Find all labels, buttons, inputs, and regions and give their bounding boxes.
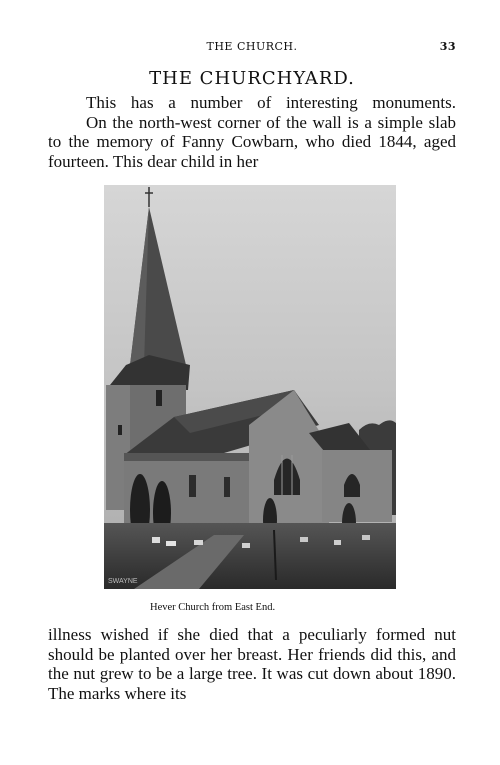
running-title: THE CHURCH. [206,40,298,53]
page-number: 33 [439,40,456,53]
church-photo-drawing [104,185,396,589]
running-head [48,40,456,58]
photographer-mark: SWAYNE [108,578,138,585]
paragraph-top [48,93,456,171]
paragraph-line-2: On the north-west corner of the wall is a simple slab to the memory of Fanny Cowbarn, who died 1844, aged fourteen. This dear child in her [48,112,456,171]
paragraph-bottom [48,625,456,703]
church-photograph [104,185,396,589]
paragraph-line-1: This has a number of interesting monuments. [86,93,456,112]
paragraph-bottom-text: illness wished if she died that a peculiarly formed nut should be planted over her breast. Her friends did this, and the nut grew to be a large tree. It was cut down about 1890. The marks where its [48,625,456,703]
figure-caption: Hever Church from East End. [150,602,276,613]
section-title: THE CHURCHYARD. [149,68,355,89]
